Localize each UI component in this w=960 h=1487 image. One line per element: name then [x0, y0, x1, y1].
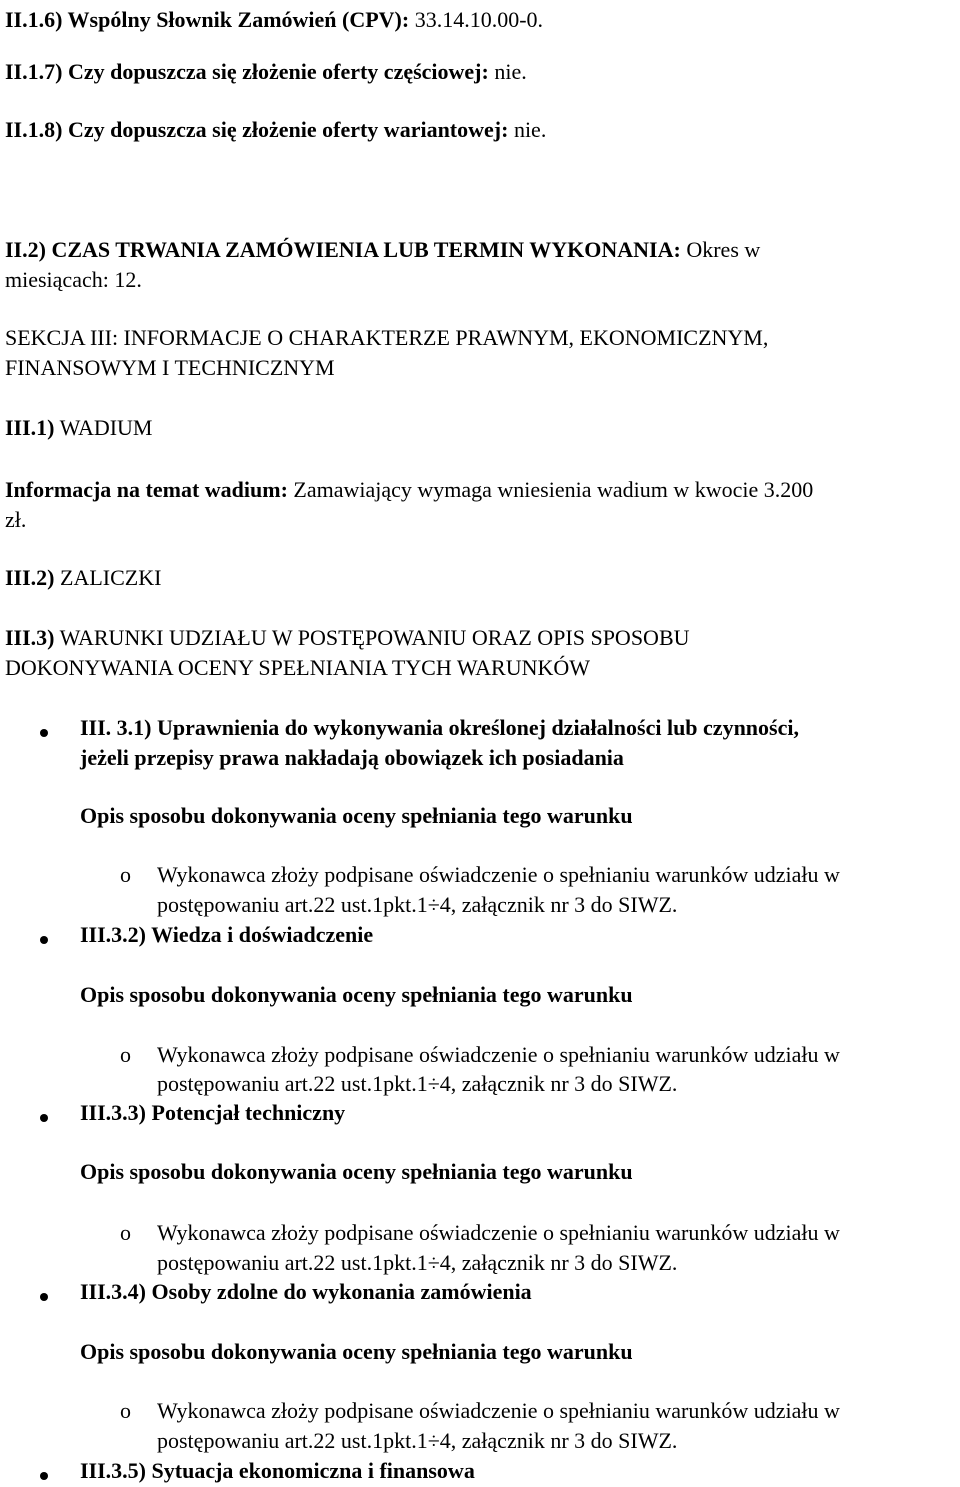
condition-4-opis	[80, 1339, 960, 1365]
condition-4-title: Osoby zdolne do wykonania zamówienia	[146, 1279, 532, 1304]
bullet-icon	[40, 936, 48, 944]
warunki-heading-line-1	[5, 625, 960, 651]
bullet-icon	[40, 1472, 48, 1480]
condition-3-line	[80, 1100, 960, 1126]
condition-4-statement-1: Wykonawca złoży podpisane oświadczenie o spełnianiu warunków udziału w	[157, 1398, 840, 1423]
condition-2-opis	[80, 982, 960, 1008]
cpv-line	[5, 7, 960, 33]
condition-3-opis	[80, 1159, 960, 1185]
condition-1-opis-label: Opis sposobu dokonywania oceny spełniania tego warunku	[80, 803, 633, 828]
duration-line	[5, 237, 960, 263]
condition-1-title: Uprawnienia do wykonywania określonej działalności lub czynności,	[151, 715, 799, 740]
condition-5-prefix: III.3.5)	[80, 1458, 147, 1483]
wadium-info-line	[5, 477, 960, 503]
wadium-heading-text: WADIUM	[54, 415, 153, 440]
cpv-label: II.1.6) Wspólny Słownik Zamówień (CPV):	[5, 7, 410, 32]
condition-2-prefix: III.3.2)	[80, 922, 147, 947]
condition-3-opis-label: Opis sposobu dokonywania oceny spełniania tego warunku	[80, 1159, 633, 1184]
condition-1-statement-2: postępowaniu art.22 ust.1pkt.1÷4, załącznik nr 3 do SIWZ.	[157, 892, 678, 917]
wadium-info-value: Zamawiający wymaga wniesienia wadium w kwocie 3.200	[287, 477, 814, 502]
partial-offer-line	[5, 59, 960, 85]
variant-offer-label: II.1.8) Czy dopuszcza się złożenie oferty wariantowej:	[5, 117, 509, 142]
bullet-icon	[40, 729, 48, 737]
wadium-heading-prefix: III.1)	[5, 415, 55, 440]
warunki-heading-line-2: DOKONYWANIA OCENY SPEŁNIANIA TYCH WARUNKÓW	[5, 655, 591, 680]
condition-3-title: Potencjał techniczny	[146, 1100, 346, 1125]
section-3-title-line-1: SEKCJA III: INFORMACJE O CHARAKTERZE PRAWNYM, EKONOMICZNYM,	[5, 325, 769, 350]
cpv-value: 33.14.10.00-0.	[409, 7, 544, 32]
warunki-text: WARUNKI UDZIAŁU W POSTĘPOWANIU ORAZ OPIS SPOSOBU	[54, 625, 690, 650]
wadium-heading	[5, 415, 960, 441]
condition-1-line-1	[80, 715, 960, 741]
duration-value-1: Okres w	[680, 237, 761, 262]
wadium-info-label: Informacja na temat wadium:	[5, 477, 288, 502]
condition-3-statement-1: Wykonawca złoży podpisane oświadczenie o spełnianiu warunków udziału w	[157, 1220, 840, 1245]
condition-2-statement-2: postępowaniu art.22 ust.1pkt.1÷4, załącznik nr 3 do SIWZ.	[157, 1071, 678, 1096]
sub-bullet-icon: o	[120, 1398, 131, 1423]
zaliczki-heading	[5, 565, 960, 591]
condition-2-line	[80, 922, 960, 948]
condition-5-title: Sytuacja ekonomiczna i finansowa	[146, 1458, 475, 1483]
partial-offer-label: II.1.7) Czy dopuszcza się złożenie oferty częściowej:	[5, 59, 489, 84]
condition-1-opis	[80, 803, 960, 829]
wadium-info-value-2: zł.	[5, 507, 27, 532]
condition-1-title-2: jeżeli przepisy prawa nakładają obowiązek ich posiadania	[80, 745, 624, 770]
condition-4-prefix: III.3.4)	[80, 1279, 147, 1304]
duration-value-2: miesiącach: 12.	[5, 267, 142, 292]
condition-4-statement-2: postępowaniu art.22 ust.1pkt.1÷4, załącznik nr 3 do SIWZ.	[157, 1428, 678, 1453]
sub-bullet-icon: o	[120, 1220, 131, 1245]
condition-3-prefix: III.3.3)	[80, 1100, 147, 1125]
bullet-icon	[40, 1293, 48, 1301]
sub-bullet-icon: o	[120, 862, 131, 887]
partial-offer-value: nie.	[488, 59, 527, 84]
condition-1-line-2	[80, 745, 960, 771]
condition-5-line	[80, 1458, 960, 1484]
warunki-prefix: III.3)	[5, 625, 55, 650]
variant-offer-value: nie.	[508, 117, 547, 142]
condition-1-statement-1: Wykonawca złoży podpisane oświadczenie o spełnianiu warunków udziału w	[157, 862, 840, 887]
duration-label: II.2) CZAS TRWANIA ZAMÓWIENIA LUB TERMIN WYKONANIA:	[5, 237, 681, 262]
condition-2-opis-label: Opis sposobu dokonywania oceny spełniania tego warunku	[80, 982, 633, 1007]
bullet-icon	[40, 1114, 48, 1122]
condition-4-opis-label: Opis sposobu dokonywania oceny spełniania tego warunku	[80, 1339, 633, 1364]
variant-offer-line	[5, 117, 960, 143]
section-3-title-line-2: FINANSOWYM I TECHNICZNYM	[5, 355, 335, 380]
condition-1-prefix: III. 3.1)	[80, 715, 152, 740]
condition-2-statement-1: Wykonawca złoży podpisane oświadczenie o spełnianiu warunków udziału w	[157, 1042, 840, 1067]
condition-2-title: Wiedza i doświadczenie	[146, 922, 374, 947]
sub-bullet-icon: o	[120, 1042, 131, 1067]
zaliczki-prefix: III.2)	[5, 565, 55, 590]
zaliczki-text: ZALICZKI	[54, 565, 162, 590]
condition-4-line	[80, 1279, 960, 1305]
condition-3-statement-2: postępowaniu art.22 ust.1pkt.1÷4, załącznik nr 3 do SIWZ.	[157, 1250, 678, 1275]
